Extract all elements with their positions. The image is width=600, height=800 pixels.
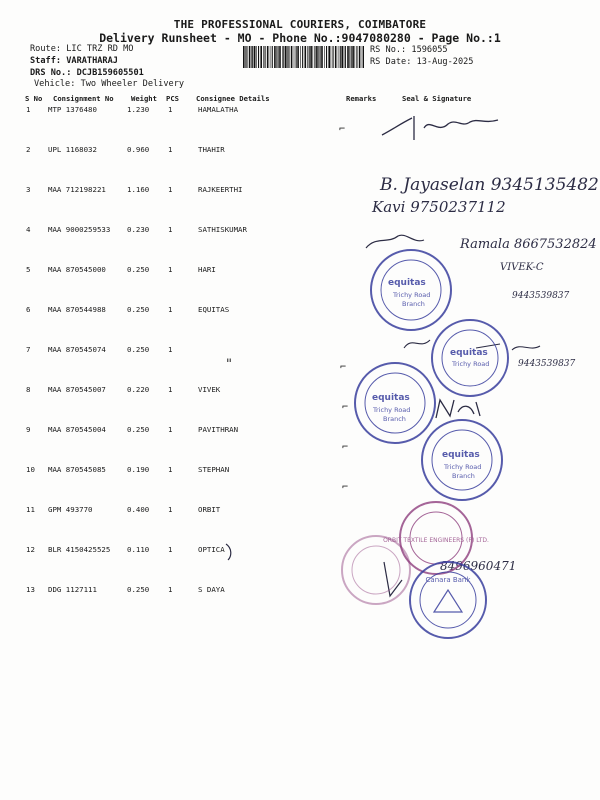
row-pcs: 1 [168,305,173,314]
staff-label: Staff: VARATHARAJ [30,56,118,66]
remark-mark: ⌐ [339,124,346,135]
row-sno: 7 [26,345,31,354]
table-row [0,225,600,265]
row-consignee: SATHISKUMAR [198,225,247,234]
table-row [0,425,600,465]
row-consignee: RAJKEERTHI [198,185,243,194]
row-pcs: 1 [168,265,173,274]
signature-kavi: Kavi 9750237112 [372,198,506,216]
company-title: THE PROFESSIONAL COURIERS, COIMBATORE [173,18,427,31]
row-sno: 13 [26,585,35,594]
col-weight: Weight [131,94,157,103]
equitas-branch-name: Trichy Road [452,360,490,368]
row-sno: 11 [26,505,35,514]
equitas-logo: equitas [372,393,410,403]
equitas-logo: equitas [388,278,426,288]
equitas-branch-word: Branch [383,415,406,423]
row-weight: 0.250 [127,425,150,434]
row-sno: 12 [26,545,35,554]
row-consignee: OPTICA [198,545,225,554]
row-consignee: HARI [198,265,216,274]
row-weight: 0.250 [127,345,150,354]
row-consignee: HAMALATHA [198,105,239,114]
equitas-logo: equitas [442,450,480,460]
row-sno: 1 [26,105,31,114]
row-consignment: DDG 1127111 [48,585,97,594]
table-row [0,145,600,185]
row-consignee: EQUITAS [198,305,230,314]
runsheet-subtitle: Delivery Runsheet - MO - Phone No.:9047080280 - Page No.:1 [99,31,501,45]
drs-number: DRS No.: DCJB159605501 [30,68,144,78]
row-weight: 1.230 [127,105,150,114]
row-consignee: S DAYA [198,585,225,594]
row-consignment: MAA 870545000 [48,265,106,274]
col-consignment: Consignment No [53,94,114,103]
row-pcs: 1 [168,425,173,434]
row-weight: 0.400 [127,505,150,514]
row-weight: 0.960 [127,145,150,154]
table-row [0,105,600,145]
remark-mark: ⌐ [342,482,349,493]
row-consignment: MAA 870545085 [48,465,106,474]
row-sno: 5 [26,265,31,274]
signature-phone-2: 9443539837 [518,359,576,369]
row-pcs: 1 [168,345,173,354]
remark-mark: ⌐ [342,442,349,453]
route-label: Route: LIC TRZ RD MO [30,44,134,54]
table-row [0,505,600,545]
col-remarks: Remarks [346,94,377,103]
row-consignment: MAA 712198221 [48,185,106,194]
row-pcs: 1 [168,545,173,554]
row-pcs: 1 [168,385,173,394]
row-sno: 10 [26,465,35,474]
row-consignee: THAHIR [198,145,225,154]
barcode [243,46,365,68]
canara-bank-name: Canara Bank [425,576,471,584]
row-consignee: ORBIT [198,505,221,514]
table-row [0,545,600,585]
row-sno: 9 [26,425,31,434]
row-consignment: MAA 9000259533 [48,225,111,234]
row-sno: 8 [26,385,31,394]
signature-ramala: Ramala 8667532824 [460,237,597,252]
row-consignee: STEPHAN [198,465,230,474]
equitas-logo: equitas [450,348,488,358]
col-pcs: PCS [166,94,179,103]
row-sno: 6 [26,305,31,314]
orbit-stamp-name: ORBIT TEXTILE ENGINEERS (P) LTD. [383,537,489,544]
row-consignment: BLR 4150425525 [48,545,111,554]
row-consignment: MAA 870545004 [48,425,106,434]
table-row [0,265,600,305]
row-consignment: UPL 1168032 [48,145,97,154]
row-weight: 0.230 [127,225,150,234]
row-sno: 4 [26,225,31,234]
equitas-branch-name: Trichy Road [373,406,411,414]
signature-phone-3: 8496960471 [440,559,517,573]
equitas-branch-word: Branch [402,300,425,308]
row-consignment: MAA 870545074 [48,345,106,354]
row-weight: 0.220 [127,385,150,394]
row-sno: 2 [26,145,31,154]
row-weight: 0.110 [127,545,150,554]
row-pcs: 1 [168,185,173,194]
row-weight: 1.160 [127,185,150,194]
table-row [0,585,600,625]
row-consignment: GPM 493770 [48,505,93,514]
remark-mark: ⌐ [342,402,349,413]
signature-phone-1: 9443539837 [512,291,570,301]
table-row [0,185,600,225]
row-weight: 0.250 [127,265,150,274]
row-pcs: 1 [168,145,173,154]
equitas-branch-name: Trichy Road [444,463,482,471]
vehicle-label: Vehicle: Two Wheeler Delivery [34,79,185,89]
table-row [0,345,600,385]
rs-number: RS No.: 1596055 [370,45,448,55]
row-sno: 3 [26,185,31,194]
row-consignment: MAA 870544988 [48,305,106,314]
row-consignee: PAVITHRAN [198,425,239,434]
remark-mark: ⌐ [340,362,347,373]
col-sno: S No [25,94,43,103]
row-pcs: 1 [168,585,173,594]
table-row [0,385,600,425]
equitas-branch-word: Branch [452,472,475,480]
row-pcs: 1 [168,465,173,474]
col-consignee: Consignee Details [196,94,270,103]
row-pcs: 1 [168,105,173,114]
row-pcs: 1 [168,225,173,234]
table-row [0,305,600,345]
row-weight: 0.250 [127,585,150,594]
row-weight: 0.190 [127,465,150,474]
row-consignee: VIVEK [198,385,221,394]
row-consignment: MAA 870545007 [48,385,106,394]
signature-vivek: VIVEK-C [500,262,544,273]
equitas-branch-name: Trichy Road [393,291,431,299]
table-row [0,465,600,505]
rs-date: RS Date: 13-Aug-2025 [370,57,474,67]
row-consignment: MTP 1376480 [48,105,97,114]
row-pcs: 1 [168,505,173,514]
col-seal-signature: Seal & Signature [402,94,472,103]
ditto-mark: " [226,357,232,372]
signature-jayaselan: B. Jayaselan 9345135482 [380,175,599,195]
row-weight: 0.250 [127,305,150,314]
